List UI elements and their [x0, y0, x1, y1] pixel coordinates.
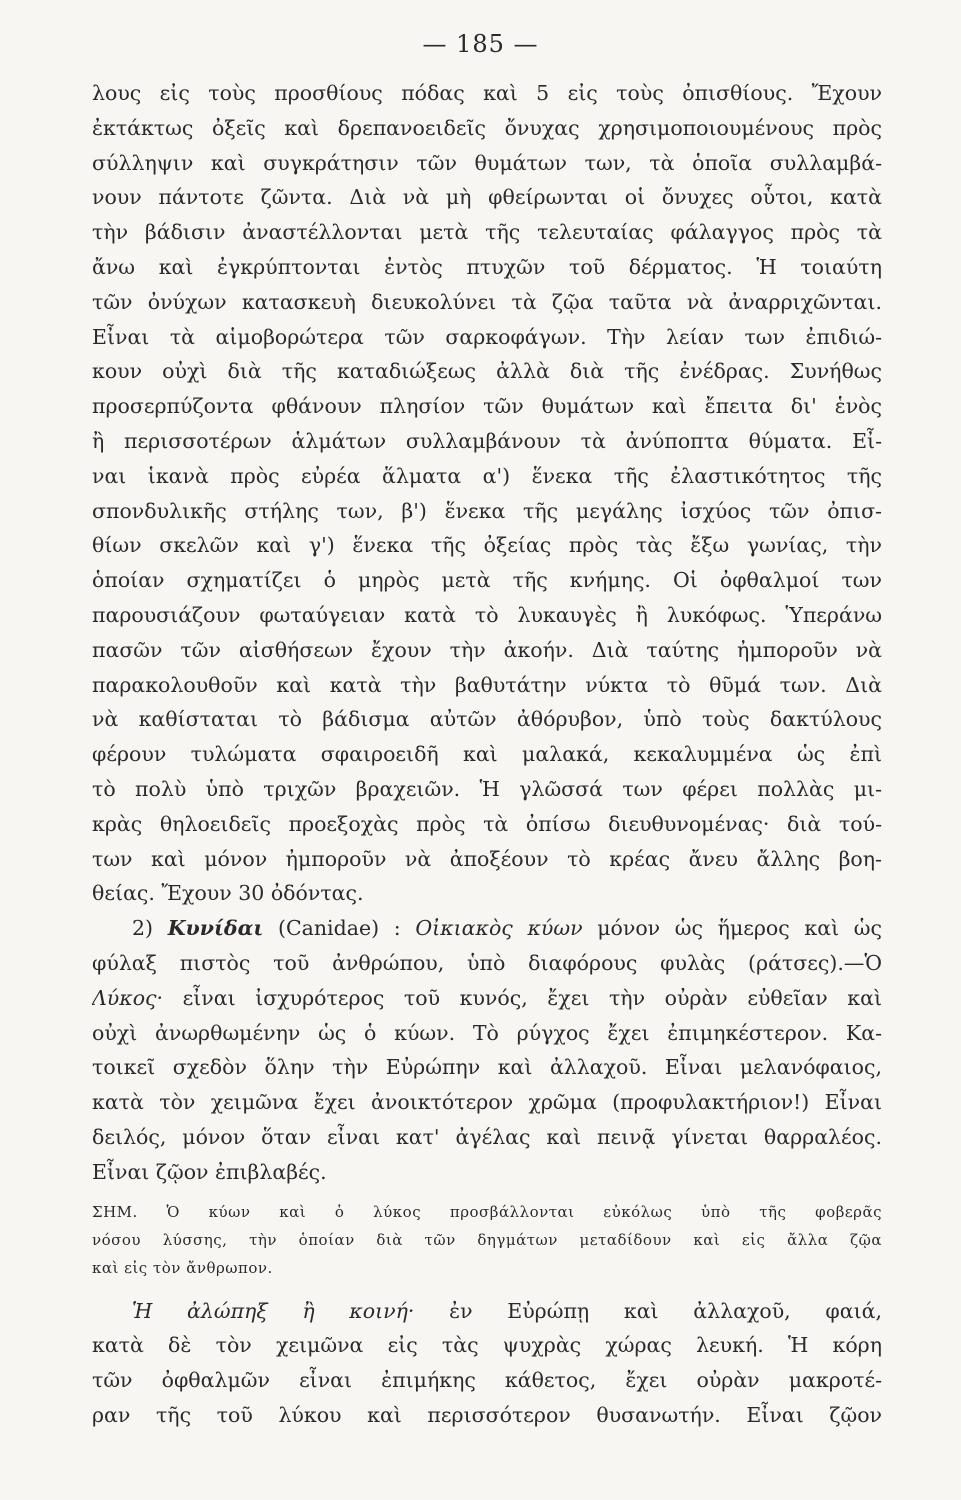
text-line: τὴν βάδισιν ἀναστέλλονται μετὰ τῆς τελευταίας φάλαγγος πρὸς τὰ [92, 220, 882, 245]
text-line: τῶν ὀνύχων κατασκευὴ διευκολύνει τὰ ζῷα ταῦτα νὰ ἀναρριχῶνται. [92, 289, 882, 314]
text-line: τῶν ὀφθαλμῶν εἶναι ἐπιμήκης κάθετος, ἔχει οὐρὰν μακροτέ- [92, 1368, 882, 1393]
section-heading-line [92, 911, 882, 946]
text-line: σύλληψιν καὶ συγκράτησιν τῶν θυμάτων των, τὰ ὁποῖα συλλαμβά- [92, 150, 882, 175]
text-line: των καὶ μόνον ἠμποροῦν νὰ ἀποξέουν τὸ κρέας ἄνευ ἄλλης βοη- [92, 846, 882, 871]
text-line: οὐχὶ ἀνωρθωμένην ὡς ὁ κύων. Τὸ ρύγχος ἔχει ἐπιμηκέστερον. Κα- [92, 1020, 882, 1045]
note-line: νόσου λύσσης, τὴν ὁποίαν διὰ τῶν δηγμάτων μεταδίδουν καὶ εἰς ἄλλα ζῷα [92, 1230, 882, 1249]
text-line: σπονδυλικῆς στήλης των, β') ἕνεκα τῆς μεγάλης ἰσχύος τῶν ὀπισ- [92, 498, 882, 523]
text-line: κατὰ δὲ τὸν χειμῶνα εἰς τὰς ψυχρὰς χώρας λευκή. Ἡ κόρη [92, 1333, 882, 1358]
text-line: Εἶναι ζῷον ἐπιβλαβές. [92, 1159, 327, 1184]
latin-name: (Canidae) : [277, 916, 401, 941]
text-segment: εἶναι ἰσχυρότερος τοῦ κυνός, ἔχει τὴν οὐρὰν εὐθεῖαν καὶ [182, 985, 882, 1010]
family-name: Κυνίδαι [167, 916, 264, 941]
text-segment: ἐν Εὐρώπῃ καὶ ἀλλαχοῦ, φαιά, [449, 1298, 882, 1323]
body-text [92, 76, 882, 1433]
text-line: θίων σκελῶν καὶ γ') ἕνεκα τῆς ὀξείας πρὸς τὰς ἔξω γωνίας, τὴν [92, 533, 882, 558]
text-line: ναι ἱκανὰ πρὸς εὐρέα ἅλματα α') ἕνεκα τῆς ἐλαστικότητος τῆς [92, 463, 882, 488]
text-line: παρουσιάζουν φωταύγειαν κατὰ τὸ λυκαυγὲς ἢ λυκόφως. Ὑπεράνω [92, 602, 882, 627]
note-line: ΣΗΜ. Ὁ κύων καὶ ὁ λύκος προσβάλλονται εὐκόλως ὑπὸ τῆς φοβερᾶς [92, 1202, 882, 1221]
section-number: 2) [132, 916, 154, 941]
text-line: φέρουν τυλώματα σφαιροειδῆ καὶ μαλακά, κεκαλυμμένα ὡς ἐπὶ [92, 742, 882, 767]
text-line: προσερπύζοντα φθάνουν πλησίον τῶν θυμάτων καὶ ἔπειτα δι' ἑνὸς [92, 394, 882, 419]
text-line: δειλός, μόνον ὅταν εἶναι κατ' ἀγέλας καὶ πεινᾷ γίνεται θαρραλέος. [92, 1124, 882, 1149]
species-name: Ἡ ἀλώπηξ ἢ κοινή· [132, 1298, 415, 1323]
text-line: νουν πάντοτε ζῶντα. Διὰ νὰ μὴ φθείρωνται οἱ ὄνυχες οὗτοι, κατὰ [92, 185, 882, 210]
text-line: παρακολουθοῦν καὶ κατὰ τὴν βαθυτάτην νύκτα τὸ θῦμά των. Διὰ [92, 672, 882, 697]
note-line: καὶ εἰς τὸν ἄνθρωπον. [92, 1258, 273, 1277]
text-line: ἄνω καὶ ἐγκρύπτονται ἐντὸς πτυχῶν τοῦ δέρματος. Ἡ τοιαύτη [92, 254, 882, 279]
text-line: ἢ περισσοτέρων ἁλμάτων συλλαμβάνουν τὰ ἀνύποπτα θύματα. Εἶ- [92, 428, 882, 453]
text-line: Εἶναι τὰ αἱμοβορώτερα τῶν σαρκοφάγων. Τὴν λείαν των ἐπιδιώ- [92, 324, 882, 349]
text-line [92, 981, 882, 1016]
text-line: κατὰ τὸν χειμῶνα ἔχει ἀνοικτότερον χρῶμα (προφυλακτήριον!) Εἶναι [92, 1090, 882, 1115]
text-line: λους εἰς τοὺς προσθίους πόδας καὶ 5 εἰς τοὺς ὀπισθίους. Ἔχουν [92, 81, 882, 105]
text-segment: μόνον ὡς ἥμερος καὶ ὡς [597, 916, 882, 941]
text-line: πασῶν τῶν αἰσθήσεων ἔχουν τὴν ἀκοήν. Διὰ ταύτης ἠμποροῦν νὰ [92, 637, 882, 662]
text-line: τὸ πολὺ ὑπὸ τριχῶν βραχειῶν. Ἡ γλῶσσά των φέρει πολλὰς μι- [92, 776, 882, 801]
footnote [92, 1198, 882, 1282]
text-line: ἐκτάκτως ὀξεῖς καὶ δρεπανοειδεῖς ὄνυχας χρησιμοποιουμένους πρὸς [92, 115, 882, 140]
species-name: Λύκος· [92, 985, 164, 1010]
text-line: κρὰς θηλοειδεῖς προεξοχὰς πρὸς τὰ ὀπίσω διευθυνομένας· διὰ τού- [92, 811, 882, 836]
text-line: τοικεῖ σχεδὸν ὅλην τὴν Εὐρώπην καὶ ἀλλαχοῦ. Εἶναι μελανόφαιος, [92, 1055, 882, 1080]
text-line: νὰ καθίσταται τὸ βάδισμα αὐτῶν ἀθόρυβον, ὑπὸ τοὺς δακτύλους [92, 707, 882, 732]
page-number: — 185 — [422, 30, 539, 58]
text-line: θείας. Ἔχουν 30 ὀδόντας. [92, 881, 364, 906]
text-line: ραν τῆς τοῦ λύκου καὶ περισσότερον θυσανωτήν. Εἶναι ζῷον [92, 1402, 882, 1427]
text-line: φύλαξ πιστὸς τοῦ ἀνθρώπου, ὑπὸ διαφόρους φυλὰς (ράτσες).—Ὁ [92, 950, 882, 975]
species-name: Οἰκιακὸς κύων [415, 916, 583, 941]
text-line [92, 1294, 882, 1329]
text-line: κουν οὐχὶ διὰ τῆς καταδιώξεως ἀλλὰ διὰ τῆς ἐνέδρας. Συνήθως [92, 359, 882, 384]
text-line: ὁποίαν σχηματίζει ὁ μηρὸς μετὰ τῆς κνήμης. Οἱ ὀφθαλμοί των [92, 568, 882, 593]
